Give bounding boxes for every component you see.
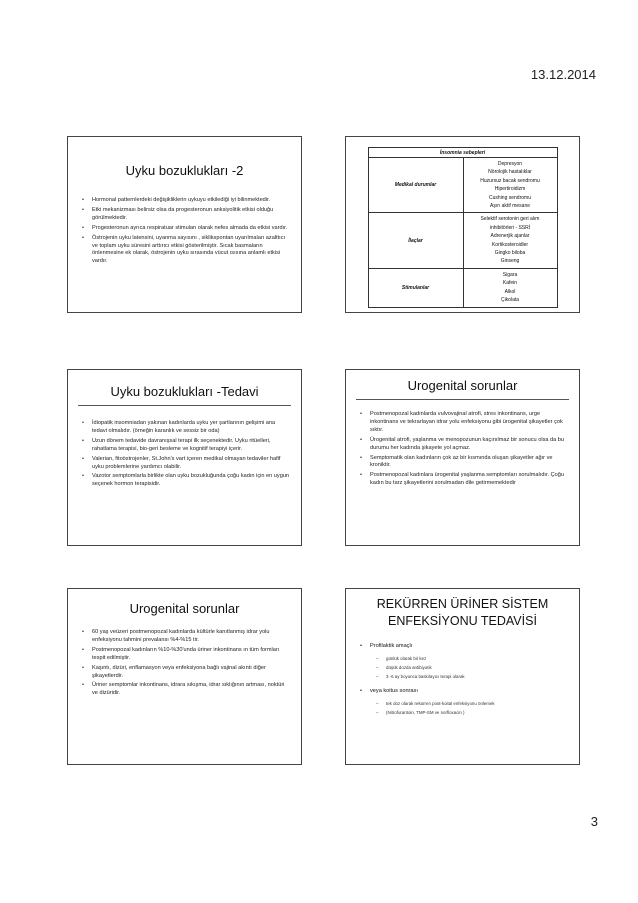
table-row	[368, 268, 557, 307]
title-divider	[78, 405, 291, 406]
row-item: Çikolata	[500, 297, 520, 304]
bullet-item: • Etki mekanizması belirsiz olsa da progesteronun anksiyolitik etkisi olduğu görülmektedir.	[82, 207, 291, 223]
table-row	[368, 213, 557, 268]
row-category: Medikal durumlar	[368, 158, 463, 213]
sub-list	[370, 654, 579, 681]
row-item: Depresyon	[497, 161, 523, 167]
sub-item: – düşük dozda antibiyotik	[376, 663, 579, 672]
bullet-item: • Progesteronun ayrıca respiratuar stimulan olarak nefes almada da etkisi vardır.	[82, 225, 291, 233]
row-category: Stimulanlar	[368, 268, 463, 307]
bullet-item	[360, 687, 579, 717]
slide-title: Urogenital sorunlar	[129, 601, 240, 616]
bullet-item: • Ürogenital atrofi, yaşlanma ve menopozunun kaçınılmaz bir sonucu olsa da bu durumu her kadında şikayete yol açmaz.	[360, 437, 569, 453]
bullet-label: veya koitus sonrası	[370, 688, 418, 694]
bullet-item: • Hormonal patternlerdeki değişikliklerin uykuyu etkilediği iyi bilinmektedir.	[82, 197, 291, 205]
row-item: Alkol	[504, 288, 516, 295]
bullet-list	[68, 197, 301, 266]
sub-item: – 3 -6 ay boyunca baskılayıcı terapi olarak	[376, 672, 579, 681]
slide-urogenital-1	[345, 369, 580, 546]
bullet-item: • Kaşıntı, dizüri, enflamasyon veya enfeksiyona bağlı vajinal akıntı diğer şikayetlerdir.	[82, 665, 291, 681]
row-items	[463, 158, 557, 213]
bullet-list	[68, 629, 301, 698]
row-item: Ginseng	[500, 258, 520, 265]
slide-uyku-bozukluklari-2	[67, 136, 302, 313]
slide-title-line: ENFEKSİYONU TEDAVİSİ	[388, 614, 537, 628]
slide-title: Uyku bozuklukları -2	[125, 163, 244, 178]
row-item: Selektif serotonin geri alım	[480, 216, 540, 223]
sub-item: – tek doz olarak rekürren post-koital enfeksiyonu önlemek	[376, 699, 579, 708]
slide-insomnia-table	[345, 136, 580, 313]
bullet-list	[346, 642, 579, 717]
row-item: Cushing sendromu	[489, 194, 531, 201]
bullet-item: • Östrojenin uyku latensini, uyanma sayısını , siklikspontan uyarılmaları azalttıcı ve toplam uyku süresini arttırıcı etkisi gösterilmiştir. Sıcak basmaların önlenmesine ek olarak, östrojenin uyku sırasında vücut ısısına anlamlı etkisi vardır.	[82, 235, 291, 267]
row-items	[463, 213, 557, 268]
row-item: Gingko biloba	[494, 250, 526, 257]
bullet-item: • Postmenopozal kadınların %10-%30'unda üriner inkontinans ın tüm formları tespit edilmiştir.	[82, 647, 291, 663]
bullet-item: • 60 yaş veüzeri postmenopozal kadınlarda kültürle kanıtlanmış idrar yolu enfeksiyonu tahmini prevalansı %4-%15 tir.	[82, 629, 291, 645]
page-number: 3	[590, 814, 598, 829]
bullet-list	[68, 420, 301, 489]
slide-rekurren-uriner	[345, 588, 580, 765]
sub-list	[370, 699, 579, 717]
bullet-list	[346, 411, 579, 488]
slide-title: Uyku bozuklukları -Tedavi	[110, 384, 259, 399]
slide-urogenital-2	[67, 588, 302, 765]
slide-uyku-tedavi	[67, 369, 302, 546]
row-item: Sigara	[502, 271, 518, 278]
bullet-item: • Uzun dönem tedavide davranışsal terapi ilk seçenektedir. Uyku ritüelleri, rahatlama terapisi, bio-geri besleme ve kognitif terapiyi içerir.	[82, 438, 291, 454]
bullet-item: • Vazotor semptomlarla birlikte olan uyku bozukluğunda çoğu kadın için en uygun seçenek hormon terapisidir.	[82, 473, 291, 489]
title-divider	[356, 399, 569, 400]
slide-title	[346, 596, 579, 630]
insomnia-causes-table	[368, 147, 558, 308]
row-category: İlaçlar	[368, 213, 463, 268]
row-item: Kafein	[502, 280, 518, 287]
slide-title: Urogenital sorunlar	[407, 378, 518, 393]
bullet-item: • Semptomatik olan kadınların çok az bir kısmında oluşan şikayetler ağır ve kroniktir.	[360, 455, 569, 471]
row-item: Kortikosteroidler	[491, 241, 529, 248]
slide-title-line: REKÜRREN ÜRİNER SİSTEM	[376, 597, 549, 611]
row-item: Aşırı aktif mesane	[489, 203, 530, 210]
date-label: 13.12.2014	[530, 67, 596, 82]
sub-item: – günlük olarak bir kez	[376, 654, 579, 663]
table-title: İnsomnia sebepleri	[368, 148, 557, 158]
row-item: Huzursuz bacak sendromu	[480, 177, 540, 184]
row-item: inhibitörleri - SSRİ	[489, 224, 531, 231]
sub-item: – (Nitrofurantoin, TMP-SM ve norfloxacin )	[376, 708, 579, 717]
bullet-item	[360, 642, 579, 681]
bullet-item: • İdiopatik insomniadan yakınan kadınlarda uyku yer şartlarının gelişimi ana tedavi olmalıdır. (örneğin karanlık ve sessiz bir oda)	[82, 420, 291, 436]
table-row	[368, 158, 557, 213]
row-item: Adrenerjik ajanlar	[490, 233, 530, 240]
bullet-label: Profilaktik amaçlı	[370, 643, 413, 649]
bullet-item: • Üriner semptomlar inkontinans, idrara sıkışma, idrar sıklığının artması, noktüri ve dizüridir.	[82, 682, 291, 698]
row-item: Nörolojik hastalıklar	[488, 169, 532, 176]
row-items	[463, 268, 557, 307]
bullet-item: • Valerian, fitoöstrojenler, St.John's vart içeren medikal olmayan tedaviler hafif uyku problemlerine yardımcı olabilir.	[82, 456, 291, 472]
row-item: Hipertiroidizm	[494, 186, 526, 193]
bullet-item: • Postmenopozal kadınlara ürogenital yaşlanma semptomları sorulmalıdır. Çoğu kadın bu tarz şikayetlerini sorulmadan dile getirmemektedir	[360, 472, 569, 488]
bullet-item: • Postmenopozal kadınlarda vulvovajinal atrofi, stres inkontinans, urge inkontinans ve tekrarlayan idrar yolu enfeksiyonu gibi ürogenital şikayetler çok sıktır.	[360, 411, 569, 435]
